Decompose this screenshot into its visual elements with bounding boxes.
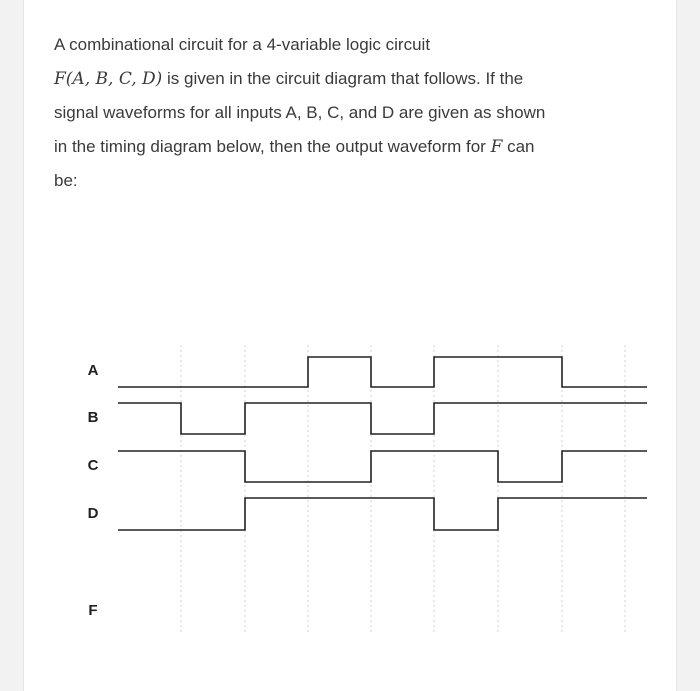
signal-labels [88, 362, 99, 619]
question-line-4: in the timing diagram below, then the output waveform for F can [54, 137, 535, 157]
signal-label-d: D [87, 505, 99, 522]
question-line-5: be: [54, 171, 78, 190]
waveform-b [118, 403, 647, 434]
waveform-c [118, 451, 647, 482]
waveform-a [118, 357, 647, 387]
waveform-d [118, 498, 647, 530]
timing-waveforms [118, 357, 647, 530]
output-variable: F [490, 137, 503, 157]
question-line-1: A combinational circuit for a 4-variable logic circuit [54, 35, 431, 54]
signal-label-f: F [88, 602, 98, 619]
signal-label-c: C [87, 457, 99, 474]
question-line-2: F(A, B, C, D) is given in the circuit diagram that follows. If the [54, 69, 524, 89]
signal-label-b: B [87, 409, 99, 426]
question-line-3: signal waveforms for all inputs A, B, C, and D are given as shown [54, 103, 546, 122]
timing-grid [181, 345, 625, 632]
signal-label-a: A [87, 362, 99, 379]
function-expression: F(A, B, C, D) [54, 69, 163, 89]
